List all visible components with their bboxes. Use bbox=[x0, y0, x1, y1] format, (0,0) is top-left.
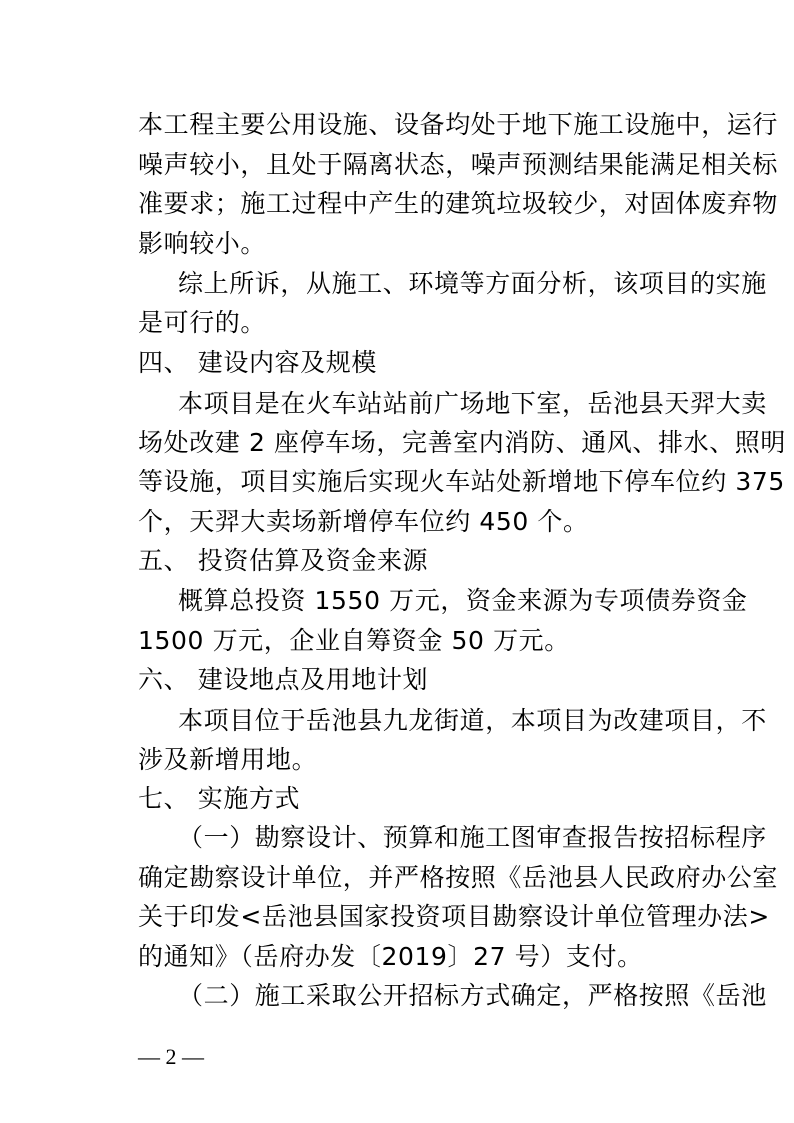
page-number: — 2 — bbox=[138, 1044, 204, 1069]
paragraph-line: （一）勘察设计、预算和施工图审查报告按招标程序 bbox=[178, 823, 767, 852]
paragraph-line: 影响较小。 bbox=[138, 229, 267, 258]
paragraph-line: 1500 万元，企业自筹资金 50 万元。 bbox=[138, 626, 570, 655]
paragraph-line: 本项目是在火车站站前广场地下室，岳池县天羿大卖 bbox=[178, 389, 767, 418]
paragraph-line: 等设施，项目实施后实现火车站处新增地下停车位约 375 bbox=[138, 467, 785, 496]
paragraph-line: 确定勘察设计单位，并严格按照《岳池县人民政府办公室 bbox=[138, 863, 779, 892]
paragraph-line: 噪声较小，且处于隔离状态，噪声预测结果能满足相关标 bbox=[138, 150, 779, 179]
paragraph-line: 个，天羿大卖场新增停车位约 450 个。 bbox=[138, 507, 589, 536]
paragraph-line: 综上所诉，从施工、环境等方面分析，该项目的实施 bbox=[178, 269, 767, 298]
paragraph-line: 是可行的。 bbox=[138, 308, 267, 337]
paragraph-line: 场处改建 2 座停车场，完善室内消防、通风、排水、照明 bbox=[138, 428, 787, 457]
section-heading-4: 四、 建设内容及规模 bbox=[138, 348, 377, 377]
paragraph-line: （二）施工采取公开招标方式确定，严格按照《岳池 bbox=[178, 981, 767, 1010]
paragraph-line: 关于印发<岳池县国家投资项目勘察设计单位管理办法> bbox=[138, 902, 770, 931]
paragraph-line: 准要求；施工过程中产生的建筑垃圾较少，对固体废弃物 bbox=[138, 189, 779, 218]
section-heading-5: 五、 投资估算及资金来源 bbox=[138, 546, 429, 575]
section-heading-7: 七、 实施方式 bbox=[138, 784, 301, 813]
paragraph-line: 涉及新增用地。 bbox=[138, 745, 318, 774]
paragraph-line: 概算总投资 1550 万元，资金来源为专项债券资金 bbox=[178, 586, 748, 615]
section-heading-6: 六、 建设地点及用地计划 bbox=[138, 665, 429, 694]
paragraph-line: 本项目位于岳池县九龙街道，本项目为改建项目，不 bbox=[178, 706, 767, 735]
paragraph-line: 本工程主要公用设施、设备均处于地下施工设施中，运行 bbox=[138, 110, 779, 139]
paragraph-line: 的通知》（岳府办发〔2019〕27 号）支付。 bbox=[138, 942, 643, 971]
